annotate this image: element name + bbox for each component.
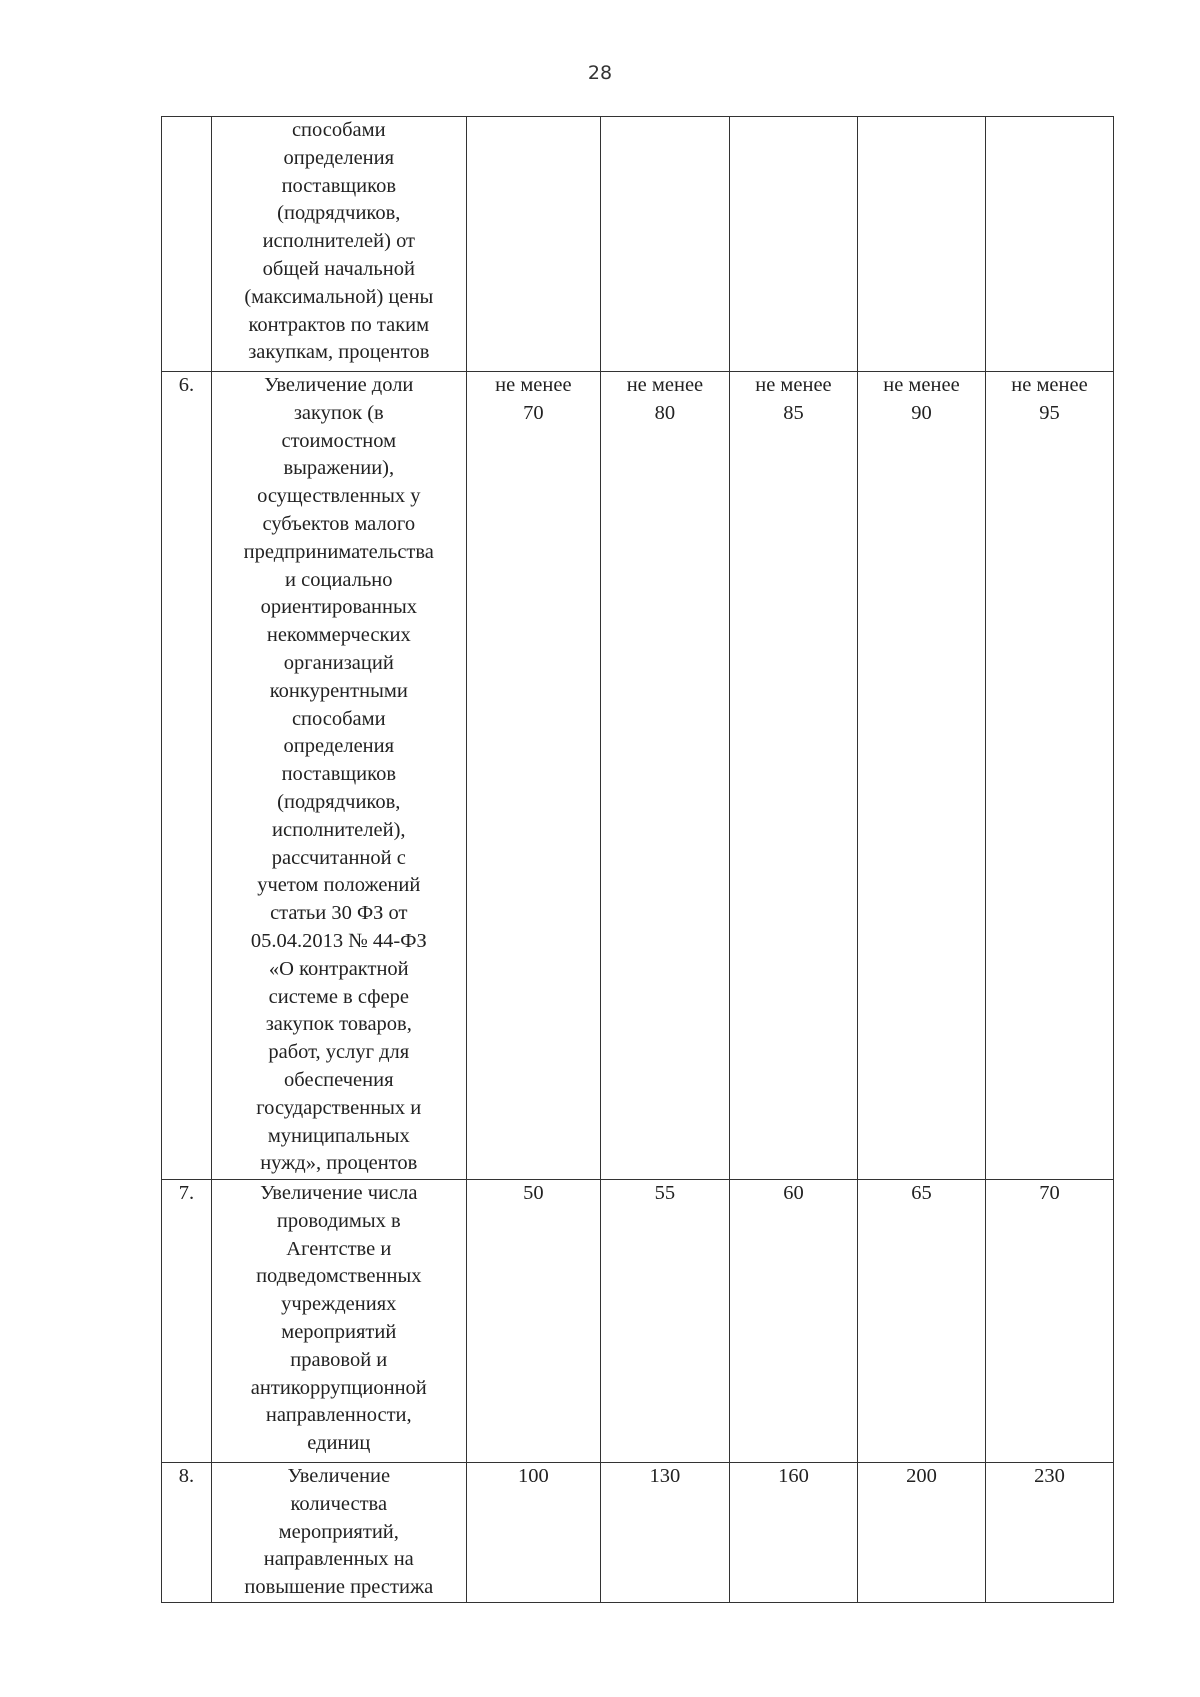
value-cell: 100	[466, 1463, 600, 1603]
value-cell: 50	[466, 1180, 600, 1463]
value-cell	[600, 117, 729, 372]
indicator-name-cell: способами определения поставщиков (подрядчиков, исполнителей) от общей начальной (максимальной) цены контрактов по таким закупкам, процентов	[211, 117, 466, 372]
page-number: 28	[587, 62, 613, 84]
indicators-table	[161, 116, 1114, 1603]
value-cell: не менее 70	[466, 372, 600, 1180]
value-cell: не менее 95	[985, 372, 1113, 1180]
value-cell: 60	[729, 1180, 857, 1463]
table-row-7	[162, 1180, 1114, 1463]
value-cell	[857, 117, 985, 372]
table-row-continued	[162, 117, 1114, 372]
value-cell: не менее 90	[857, 372, 985, 1180]
indicator-name-cell: Увеличение количества мероприятий, направленных на повышение престижа	[211, 1463, 466, 1603]
value-cell: не менее 80	[600, 372, 729, 1180]
value-cell: 230	[985, 1463, 1113, 1603]
value-cell: 200	[857, 1463, 985, 1603]
value-cell	[985, 117, 1113, 372]
indicator-name-cell: Увеличение доли закупок (в стоимостном выражении), осуществленных у субъектов малого предпринимательства и социально ориентированных некоммерческих организаций конкурентными способами определения поставщиков (подрядчиков, исполнителей), рассчитанной с учетом положений статьи 30 ФЗ от 05.04.2013 № 44-ФЗ «О контрактной системе в сфере закупок товаров, работ, услуг для обеспечения государственных и муниципальных нужд», процентов	[211, 372, 466, 1180]
row-number-cell	[162, 117, 212, 372]
value-cell: 70	[985, 1180, 1113, 1463]
table-row-6	[162, 372, 1114, 1180]
value-cell: 160	[729, 1463, 857, 1603]
row-number-cell: 6.	[162, 372, 212, 1180]
value-cell: 130	[600, 1463, 729, 1603]
value-cell	[729, 117, 857, 372]
row-number-cell: 8.	[162, 1463, 212, 1603]
indicator-name-cell: Увеличение числа проводимых в Агентстве и подведомственных учреждениях мероприятий правовой и антикоррупционной направленности, единиц	[211, 1180, 466, 1463]
value-cell: не менее 85	[729, 372, 857, 1180]
table-row-8	[162, 1463, 1114, 1603]
row-number-cell: 7.	[162, 1180, 212, 1463]
value-cell: 55	[600, 1180, 729, 1463]
value-cell	[466, 117, 600, 372]
value-cell: 65	[857, 1180, 985, 1463]
